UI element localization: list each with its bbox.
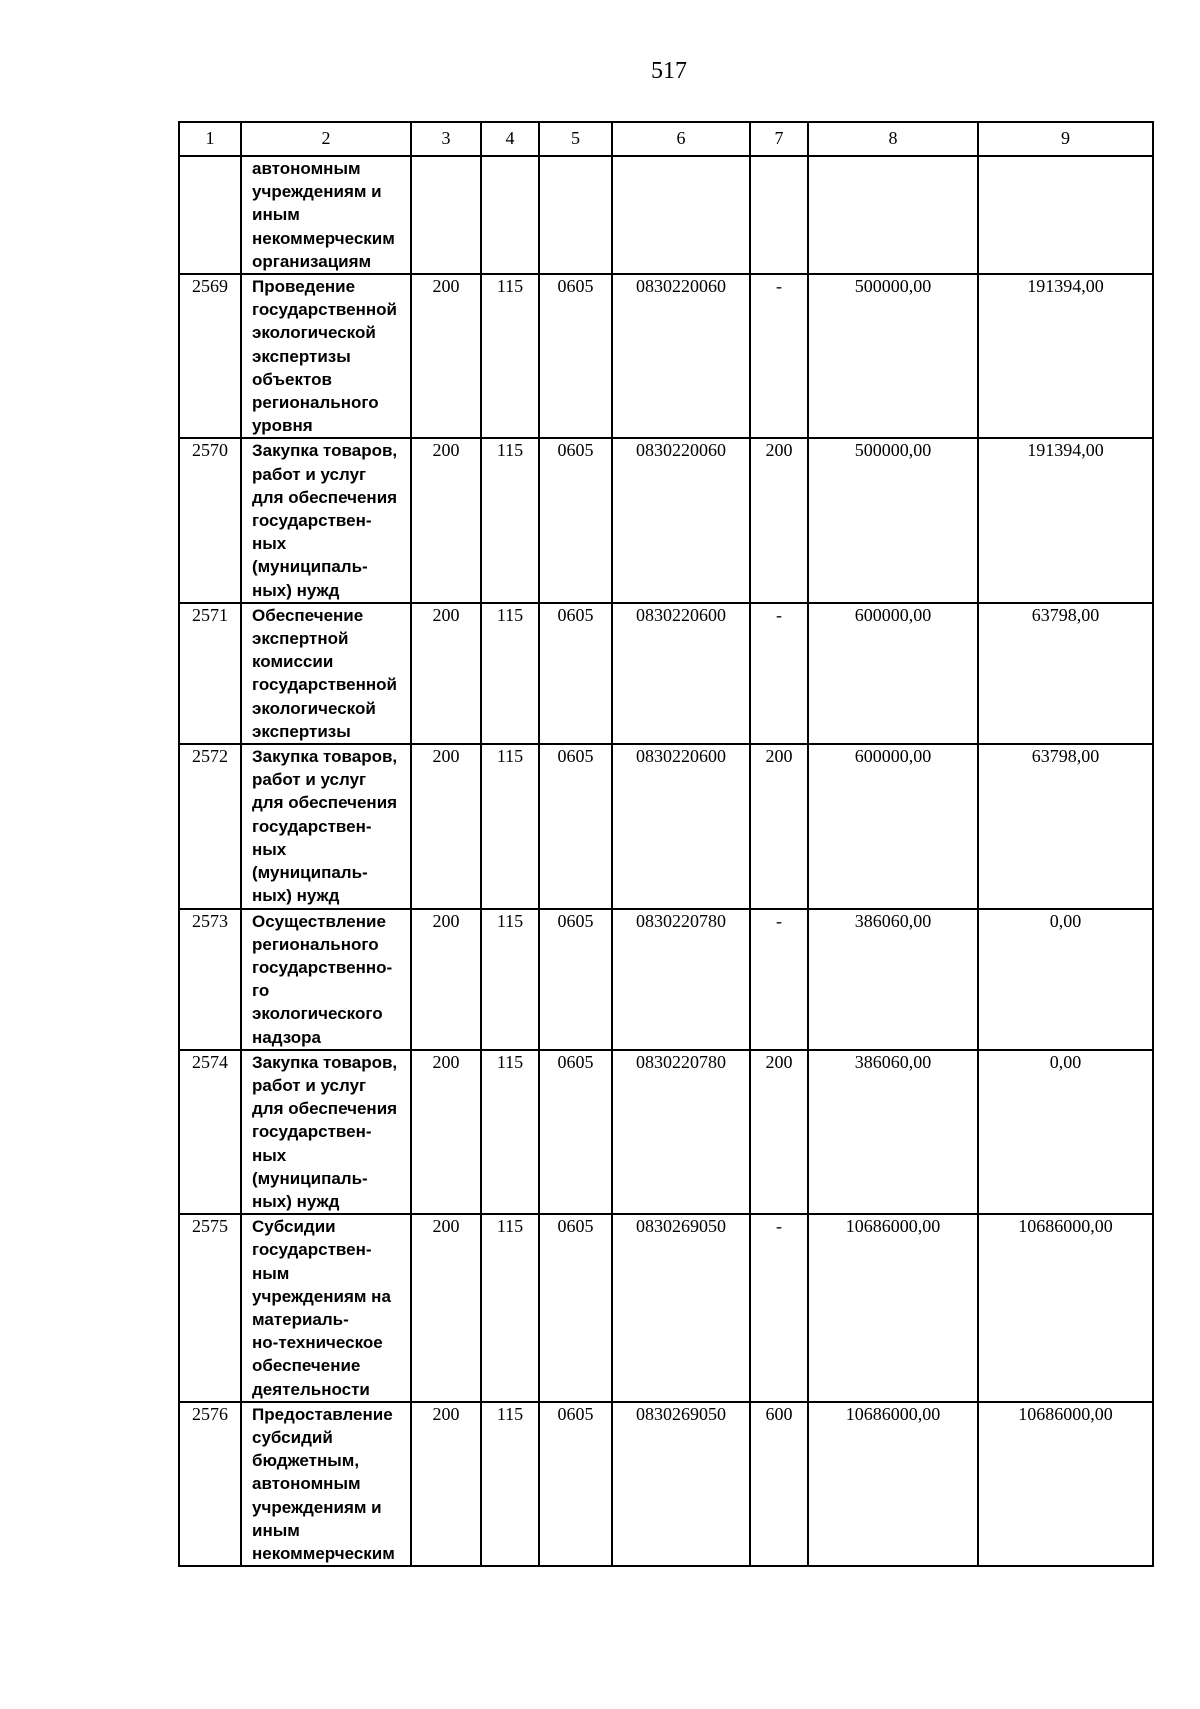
cell-col6: 0830269050 bbox=[612, 1214, 750, 1402]
cell-col3: 200 bbox=[411, 909, 481, 1050]
cell-col9 bbox=[978, 156, 1153, 274]
cell-col8: 386060,00 bbox=[808, 1050, 978, 1214]
cell-col3: 200 bbox=[411, 1402, 481, 1566]
cell-col6: 0830220060 bbox=[612, 438, 750, 602]
row-number: 2572 bbox=[179, 744, 241, 908]
column-header: 5 bbox=[539, 122, 612, 156]
header-row bbox=[179, 122, 1153, 156]
cell-col7: 600 bbox=[750, 1402, 808, 1566]
cell-col4: 115 bbox=[481, 1214, 539, 1402]
table-row bbox=[179, 909, 1153, 1050]
cell-col5: 0605 bbox=[539, 909, 612, 1050]
cell-col8: 500000,00 bbox=[808, 274, 978, 438]
cell-col5: 0605 bbox=[539, 744, 612, 908]
column-header: 1 bbox=[179, 122, 241, 156]
cell-col3: 200 bbox=[411, 603, 481, 744]
cell-col5: 0605 bbox=[539, 438, 612, 602]
cell-col8: 600000,00 bbox=[808, 744, 978, 908]
cell-col4: 115 bbox=[481, 1050, 539, 1214]
column-header: 7 bbox=[750, 122, 808, 156]
table-row bbox=[179, 1402, 1153, 1566]
table-row bbox=[179, 438, 1153, 602]
row-name: Закупка товаров, работ и услуг для обеспечения государствен- ных (муниципаль- ных) нужд bbox=[241, 1050, 411, 1214]
cell-col5 bbox=[539, 156, 612, 274]
row-number: 2569 bbox=[179, 274, 241, 438]
column-header: 6 bbox=[612, 122, 750, 156]
cell-col7: - bbox=[750, 274, 808, 438]
cell-col7: 200 bbox=[750, 744, 808, 908]
row-name: Субсидии государствен- ным учреждениям на материаль- но-техническое обеспечение деятельности bbox=[241, 1214, 411, 1402]
row-number bbox=[179, 156, 241, 274]
cell-col3 bbox=[411, 156, 481, 274]
cell-col3: 200 bbox=[411, 1214, 481, 1402]
row-name: Осуществление регионального государственно- го экологического надзора bbox=[241, 909, 411, 1050]
cell-col6: 0830220780 bbox=[612, 909, 750, 1050]
column-header: 3 bbox=[411, 122, 481, 156]
cell-col5: 0605 bbox=[539, 1402, 612, 1566]
cell-col6: 0830220600 bbox=[612, 744, 750, 908]
row-name: автономным учреждениям и иным некоммерческим организациям bbox=[241, 156, 411, 274]
cell-col8 bbox=[808, 156, 978, 274]
cell-col7: - bbox=[750, 909, 808, 1050]
cell-col5: 0605 bbox=[539, 274, 612, 438]
cell-col9: 191394,00 bbox=[978, 438, 1153, 602]
cell-col6: 0830269050 bbox=[612, 1402, 750, 1566]
table-row bbox=[179, 274, 1153, 438]
column-header: 8 bbox=[808, 122, 978, 156]
cell-col3: 200 bbox=[411, 274, 481, 438]
row-number: 2573 bbox=[179, 909, 241, 1050]
row-number: 2571 bbox=[179, 603, 241, 744]
column-header: 2 bbox=[241, 122, 411, 156]
row-number: 2576 bbox=[179, 1402, 241, 1566]
cell-col6: 0830220060 bbox=[612, 274, 750, 438]
cell-col9: 191394,00 bbox=[978, 274, 1153, 438]
row-name: Проведение государственной экологической экспертизы объектов регионального уровня bbox=[241, 274, 411, 438]
column-header: 4 bbox=[481, 122, 539, 156]
cell-col3: 200 bbox=[411, 438, 481, 602]
cell-col8: 10686000,00 bbox=[808, 1214, 978, 1402]
column-header: 9 bbox=[978, 122, 1153, 156]
row-number: 2575 bbox=[179, 1214, 241, 1402]
cell-col9: 0,00 bbox=[978, 1050, 1153, 1214]
page-number: 517 bbox=[651, 58, 687, 84]
cell-col8: 386060,00 bbox=[808, 909, 978, 1050]
table-row bbox=[179, 603, 1153, 744]
cell-col9: 10686000,00 bbox=[978, 1214, 1153, 1402]
cell-col9: 63798,00 bbox=[978, 603, 1153, 744]
cell-col6 bbox=[612, 156, 750, 274]
cell-col4: 115 bbox=[481, 1402, 539, 1566]
cell-col6: 0830220780 bbox=[612, 1050, 750, 1214]
row-name: Закупка товаров, работ и услуг для обеспечения государствен- ных (муниципаль- ных) нужд bbox=[241, 744, 411, 908]
cell-col3: 200 bbox=[411, 1050, 481, 1214]
cell-col7: 200 bbox=[750, 438, 808, 602]
row-name: Предоставление субсидий бюджетным, автономным учреждениям и иным некоммерческим bbox=[241, 1402, 411, 1566]
cell-col5: 0605 bbox=[539, 1050, 612, 1214]
row-name: Закупка товаров, работ и услуг для обеспечения государствен- ных (муниципаль- ных) нужд bbox=[241, 438, 411, 602]
cell-col8: 600000,00 bbox=[808, 603, 978, 744]
cell-col7: 200 bbox=[750, 1050, 808, 1214]
table-row bbox=[179, 1214, 1153, 1402]
table-row bbox=[179, 744, 1153, 908]
cell-col4: 115 bbox=[481, 438, 539, 602]
cell-col4: 115 bbox=[481, 909, 539, 1050]
cell-col7: - bbox=[750, 603, 808, 744]
cell-col4 bbox=[481, 156, 539, 274]
budget-table bbox=[178, 121, 1154, 1567]
table-row bbox=[179, 1050, 1153, 1214]
row-number: 2574 bbox=[179, 1050, 241, 1214]
table-row bbox=[179, 156, 1153, 274]
cell-col4: 115 bbox=[481, 744, 539, 908]
row-name: Обеспечение экспертной комиссии государственной экологической экспертизы bbox=[241, 603, 411, 744]
row-number: 2570 bbox=[179, 438, 241, 602]
cell-col7 bbox=[750, 156, 808, 274]
cell-col9: 0,00 bbox=[978, 909, 1153, 1050]
cell-col7: - bbox=[750, 1214, 808, 1402]
cell-col9: 63798,00 bbox=[978, 744, 1153, 908]
cell-col8: 10686000,00 bbox=[808, 1402, 978, 1566]
cell-col5: 0605 bbox=[539, 1214, 612, 1402]
cell-col3: 200 bbox=[411, 744, 481, 908]
cell-col8: 500000,00 bbox=[808, 438, 978, 602]
cell-col4: 115 bbox=[481, 274, 539, 438]
cell-col5: 0605 bbox=[539, 603, 612, 744]
cell-col4: 115 bbox=[481, 603, 539, 744]
cell-col9: 10686000,00 bbox=[978, 1402, 1153, 1566]
cell-col6: 0830220600 bbox=[612, 603, 750, 744]
